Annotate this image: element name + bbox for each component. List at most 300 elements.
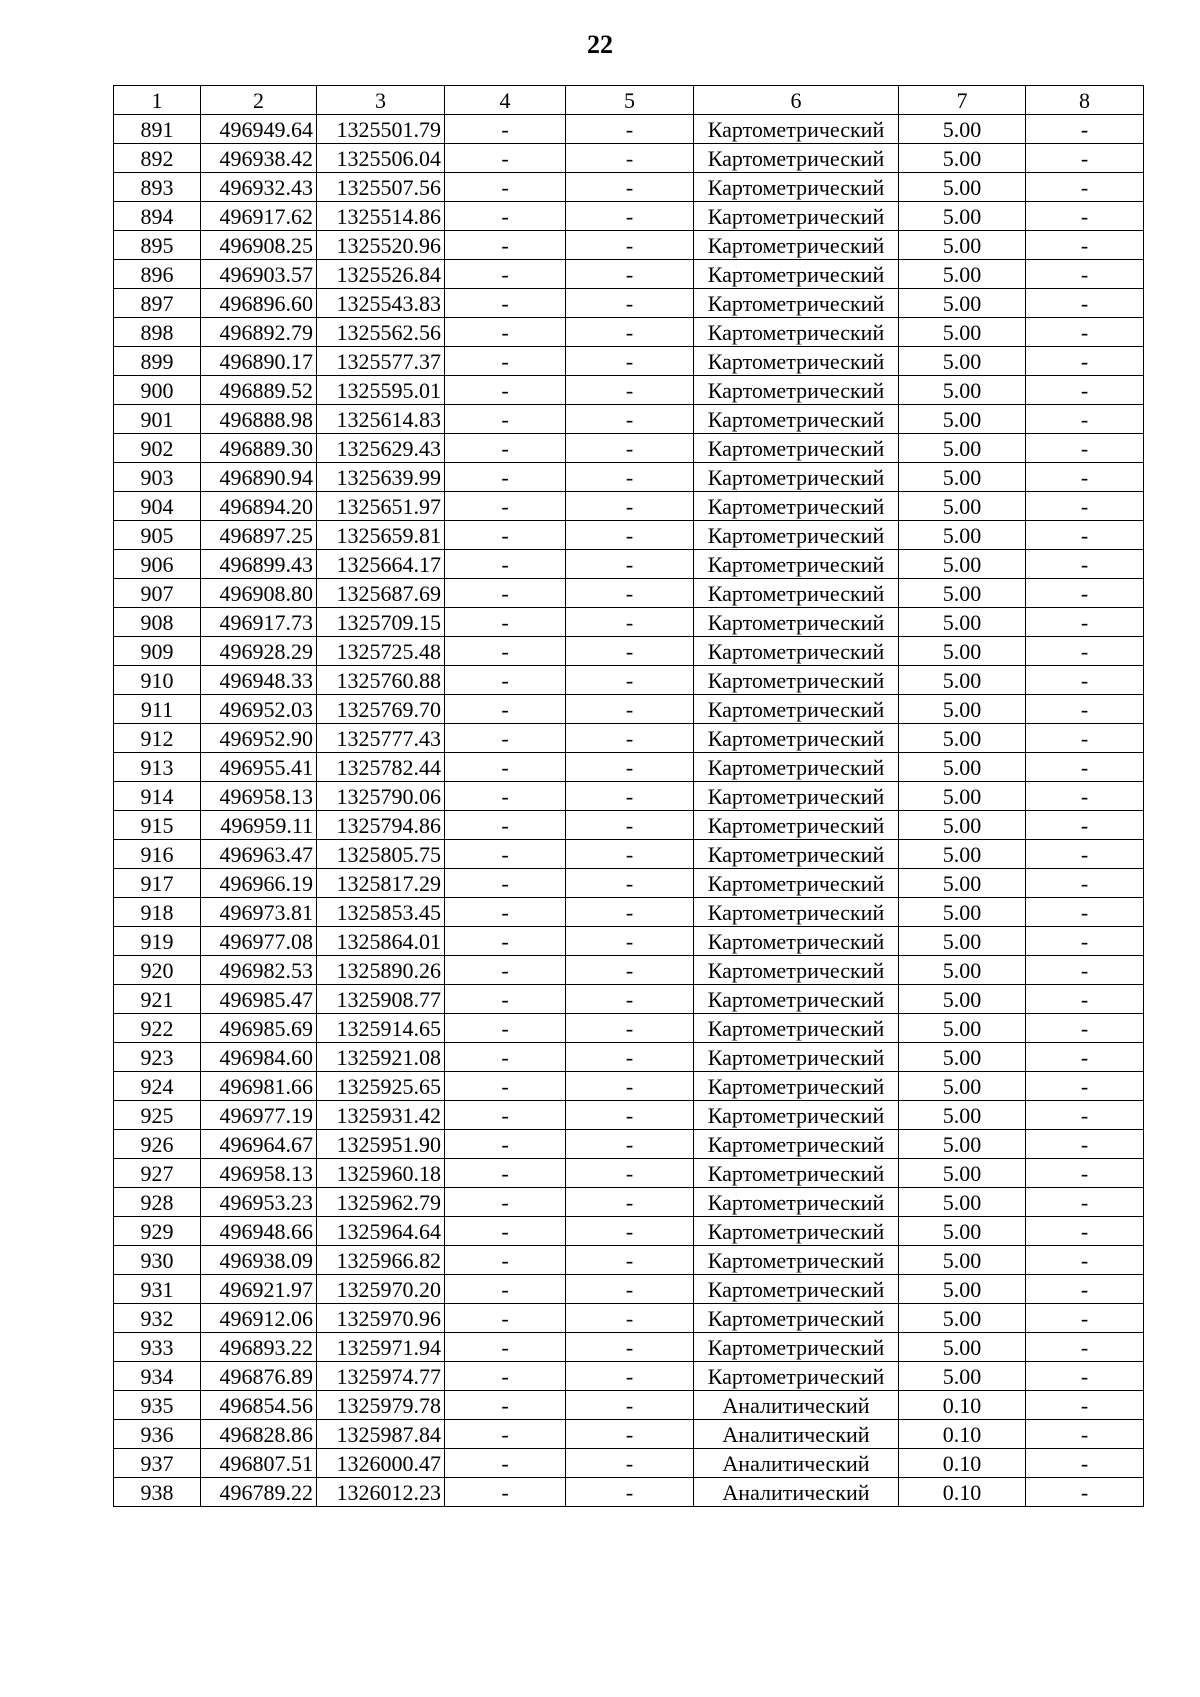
col5-cell: - xyxy=(566,1014,694,1043)
accuracy-cell: 5.00 xyxy=(899,1333,1026,1362)
col4-cell: - xyxy=(445,840,566,869)
y-coordinate-cell: 1325659.81 xyxy=(317,521,445,550)
table-row xyxy=(114,927,1144,956)
col4-cell: - xyxy=(445,405,566,434)
col8-cell: - xyxy=(1026,260,1144,289)
accuracy-cell: 5.00 xyxy=(899,115,1026,144)
col5-cell: - xyxy=(566,550,694,579)
col8-cell: - xyxy=(1026,1043,1144,1072)
y-coordinate-cell: 1325725.48 xyxy=(317,637,445,666)
col4-cell: - xyxy=(445,1362,566,1391)
table-row xyxy=(114,289,1144,318)
accuracy-cell: 5.00 xyxy=(899,869,1026,898)
method-cell: Картометрический xyxy=(694,1014,899,1043)
col5-cell: - xyxy=(566,260,694,289)
accuracy-cell: 5.00 xyxy=(899,1275,1026,1304)
col4-cell: - xyxy=(445,1130,566,1159)
table-row xyxy=(114,898,1144,927)
method-cell: Картометрический xyxy=(694,1362,899,1391)
table-row xyxy=(114,1101,1144,1130)
x-coordinate-cell: 496917.62 xyxy=(201,202,317,231)
y-coordinate-cell: 1325890.26 xyxy=(317,956,445,985)
point-number-cell: 919 xyxy=(114,927,201,956)
col8-cell: - xyxy=(1026,1101,1144,1130)
point-number-cell: 936 xyxy=(114,1420,201,1449)
col8-cell: - xyxy=(1026,434,1144,463)
col5-cell: - xyxy=(566,347,694,376)
accuracy-cell: 5.00 xyxy=(899,840,1026,869)
point-number-cell: 906 xyxy=(114,550,201,579)
accuracy-cell: 5.00 xyxy=(899,202,1026,231)
col4-cell: - xyxy=(445,1043,566,1072)
column-header: 4 xyxy=(445,86,566,115)
accuracy-cell: 5.00 xyxy=(899,927,1026,956)
point-number-cell: 899 xyxy=(114,347,201,376)
table-row xyxy=(114,1130,1144,1159)
accuracy-cell: 0.10 xyxy=(899,1420,1026,1449)
col5-cell: - xyxy=(566,1449,694,1478)
method-cell: Картометрический xyxy=(694,1130,899,1159)
table-row xyxy=(114,1478,1144,1507)
col8-cell: - xyxy=(1026,1275,1144,1304)
accuracy-cell: 0.10 xyxy=(899,1478,1026,1507)
coordinates-table xyxy=(113,85,1144,1507)
col8-cell: - xyxy=(1026,1304,1144,1333)
table-row xyxy=(114,1420,1144,1449)
table-row xyxy=(114,115,1144,144)
table-row xyxy=(114,521,1144,550)
col5-cell: - xyxy=(566,1420,694,1449)
table-row xyxy=(114,1014,1144,1043)
col5-cell: - xyxy=(566,956,694,985)
point-number-cell: 904 xyxy=(114,492,201,521)
x-coordinate-cell: 496948.33 xyxy=(201,666,317,695)
y-coordinate-cell: 1325577.37 xyxy=(317,347,445,376)
col5-cell: - xyxy=(566,115,694,144)
y-coordinate-cell: 1325964.64 xyxy=(317,1217,445,1246)
x-coordinate-cell: 496897.25 xyxy=(201,521,317,550)
y-coordinate-cell: 1325501.79 xyxy=(317,115,445,144)
col8-cell: - xyxy=(1026,202,1144,231)
point-number-cell: 926 xyxy=(114,1130,201,1159)
col5-cell: - xyxy=(566,1130,694,1159)
col4-cell: - xyxy=(445,637,566,666)
point-number-cell: 903 xyxy=(114,463,201,492)
x-coordinate-cell: 496955.41 xyxy=(201,753,317,782)
table-row xyxy=(114,260,1144,289)
method-cell: Картометрический xyxy=(694,434,899,463)
point-number-cell: 935 xyxy=(114,1391,201,1420)
y-coordinate-cell: 1325709.15 xyxy=(317,608,445,637)
col4-cell: - xyxy=(445,753,566,782)
method-cell: Картометрический xyxy=(694,1159,899,1188)
method-cell: Картометрический xyxy=(694,463,899,492)
col8-cell: - xyxy=(1026,840,1144,869)
y-coordinate-cell: 1325790.06 xyxy=(317,782,445,811)
col5-cell: - xyxy=(566,405,694,434)
y-coordinate-cell: 1325931.42 xyxy=(317,1101,445,1130)
column-header: 6 xyxy=(694,86,899,115)
method-cell: Аналитический xyxy=(694,1449,899,1478)
col5-cell: - xyxy=(566,1072,694,1101)
method-cell: Картометрический xyxy=(694,260,899,289)
x-coordinate-cell: 496876.89 xyxy=(201,1362,317,1391)
accuracy-cell: 5.00 xyxy=(899,608,1026,637)
table-row xyxy=(114,956,1144,985)
table-row xyxy=(114,1275,1144,1304)
col5-cell: - xyxy=(566,1043,694,1072)
method-cell: Картометрический xyxy=(694,144,899,173)
x-coordinate-cell: 496903.57 xyxy=(201,260,317,289)
point-number-cell: 893 xyxy=(114,173,201,202)
y-coordinate-cell: 1326000.47 xyxy=(317,1449,445,1478)
accuracy-cell: 5.00 xyxy=(899,260,1026,289)
method-cell: Картометрический xyxy=(694,1275,899,1304)
point-number-cell: 931 xyxy=(114,1275,201,1304)
x-coordinate-cell: 496932.43 xyxy=(201,173,317,202)
x-coordinate-cell: 496912.06 xyxy=(201,1304,317,1333)
col8-cell: - xyxy=(1026,782,1144,811)
table-row xyxy=(114,1449,1144,1478)
y-coordinate-cell: 1325960.18 xyxy=(317,1159,445,1188)
x-coordinate-cell: 496938.09 xyxy=(201,1246,317,1275)
x-coordinate-cell: 496888.98 xyxy=(201,405,317,434)
col5-cell: - xyxy=(566,1333,694,1362)
col8-cell: - xyxy=(1026,811,1144,840)
col8-cell: - xyxy=(1026,1072,1144,1101)
col5-cell: - xyxy=(566,782,694,811)
y-coordinate-cell: 1325987.84 xyxy=(317,1420,445,1449)
col4-cell: - xyxy=(445,260,566,289)
accuracy-cell: 5.00 xyxy=(899,1101,1026,1130)
x-coordinate-cell: 496984.60 xyxy=(201,1043,317,1072)
table-row xyxy=(114,724,1144,753)
col8-cell: - xyxy=(1026,724,1144,753)
col8-cell: - xyxy=(1026,1217,1144,1246)
col8-cell: - xyxy=(1026,347,1144,376)
col4-cell: - xyxy=(445,1101,566,1130)
column-header: 3 xyxy=(317,86,445,115)
point-number-cell: 910 xyxy=(114,666,201,695)
method-cell: Картометрический xyxy=(694,1217,899,1246)
y-coordinate-cell: 1325974.77 xyxy=(317,1362,445,1391)
col8-cell: - xyxy=(1026,550,1144,579)
column-header: 8 xyxy=(1026,86,1144,115)
col4-cell: - xyxy=(445,202,566,231)
col5-cell: - xyxy=(566,579,694,608)
y-coordinate-cell: 1325562.56 xyxy=(317,318,445,347)
col4-cell: - xyxy=(445,1391,566,1420)
y-coordinate-cell: 1325966.82 xyxy=(317,1246,445,1275)
x-coordinate-cell: 496892.79 xyxy=(201,318,317,347)
col8-cell: - xyxy=(1026,985,1144,1014)
col5-cell: - xyxy=(566,985,694,1014)
y-coordinate-cell: 1325962.79 xyxy=(317,1188,445,1217)
x-coordinate-cell: 496977.19 xyxy=(201,1101,317,1130)
method-cell: Картометрический xyxy=(694,492,899,521)
method-cell: Картометрический xyxy=(694,1101,899,1130)
table-row xyxy=(114,1159,1144,1188)
y-coordinate-cell: 1325526.84 xyxy=(317,260,445,289)
point-number-cell: 891 xyxy=(114,115,201,144)
col5-cell: - xyxy=(566,753,694,782)
accuracy-cell: 5.00 xyxy=(899,231,1026,260)
point-number-cell: 921 xyxy=(114,985,201,1014)
x-coordinate-cell: 496908.25 xyxy=(201,231,317,260)
y-coordinate-cell: 1325520.96 xyxy=(317,231,445,260)
y-coordinate-cell: 1325595.01 xyxy=(317,376,445,405)
table-row xyxy=(114,811,1144,840)
method-cell: Картометрический xyxy=(694,753,899,782)
col4-cell: - xyxy=(445,376,566,405)
col5-cell: - xyxy=(566,1304,694,1333)
y-coordinate-cell: 1325506.04 xyxy=(317,144,445,173)
y-coordinate-cell: 1325794.86 xyxy=(317,811,445,840)
col4-cell: - xyxy=(445,463,566,492)
col8-cell: - xyxy=(1026,1188,1144,1217)
point-number-cell: 905 xyxy=(114,521,201,550)
accuracy-cell: 5.00 xyxy=(899,521,1026,550)
point-number-cell: 915 xyxy=(114,811,201,840)
col4-cell: - xyxy=(445,1188,566,1217)
col8-cell: - xyxy=(1026,666,1144,695)
method-cell: Картометрический xyxy=(694,231,899,260)
col8-cell: - xyxy=(1026,231,1144,260)
accuracy-cell: 5.00 xyxy=(899,1304,1026,1333)
y-coordinate-cell: 1325914.65 xyxy=(317,1014,445,1043)
col4-cell: - xyxy=(445,608,566,637)
accuracy-cell: 5.00 xyxy=(899,492,1026,521)
col5-cell: - xyxy=(566,1391,694,1420)
col5-cell: - xyxy=(566,492,694,521)
point-number-cell: 927 xyxy=(114,1159,201,1188)
col5-cell: - xyxy=(566,898,694,927)
y-coordinate-cell: 1326012.23 xyxy=(317,1478,445,1507)
method-cell: Картометрический xyxy=(694,695,899,724)
table-row xyxy=(114,637,1144,666)
col8-cell: - xyxy=(1026,753,1144,782)
col4-cell: - xyxy=(445,173,566,202)
col5-cell: - xyxy=(566,1101,694,1130)
col4-cell: - xyxy=(445,927,566,956)
y-coordinate-cell: 1325629.43 xyxy=(317,434,445,463)
x-coordinate-cell: 496894.20 xyxy=(201,492,317,521)
col8-cell: - xyxy=(1026,115,1144,144)
column-header: 7 xyxy=(899,86,1026,115)
col8-cell: - xyxy=(1026,376,1144,405)
col8-cell: - xyxy=(1026,173,1144,202)
method-cell: Аналитический xyxy=(694,1478,899,1507)
y-coordinate-cell: 1325777.43 xyxy=(317,724,445,753)
col4-cell: - xyxy=(445,1333,566,1362)
col8-cell: - xyxy=(1026,1130,1144,1159)
accuracy-cell: 5.00 xyxy=(899,1043,1026,1072)
point-number-cell: 918 xyxy=(114,898,201,927)
point-number-cell: 901 xyxy=(114,405,201,434)
col8-cell: - xyxy=(1026,1420,1144,1449)
method-cell: Картометрический xyxy=(694,811,899,840)
method-cell: Картометрический xyxy=(694,202,899,231)
point-number-cell: 892 xyxy=(114,144,201,173)
y-coordinate-cell: 1325817.29 xyxy=(317,869,445,898)
x-coordinate-cell: 496893.22 xyxy=(201,1333,317,1362)
col8-cell: - xyxy=(1026,1014,1144,1043)
y-coordinate-cell: 1325687.69 xyxy=(317,579,445,608)
accuracy-cell: 5.00 xyxy=(899,1159,1026,1188)
col4-cell: - xyxy=(445,492,566,521)
col4-cell: - xyxy=(445,782,566,811)
point-number-cell: 929 xyxy=(114,1217,201,1246)
col5-cell: - xyxy=(566,695,694,724)
accuracy-cell: 5.00 xyxy=(899,724,1026,753)
x-coordinate-cell: 496908.80 xyxy=(201,579,317,608)
point-number-cell: 922 xyxy=(114,1014,201,1043)
point-number-cell: 928 xyxy=(114,1188,201,1217)
accuracy-cell: 5.00 xyxy=(899,1014,1026,1043)
method-cell: Аналитический xyxy=(694,1420,899,1449)
page-number: 22 xyxy=(587,30,613,59)
col8-cell: - xyxy=(1026,579,1144,608)
col5-cell: - xyxy=(566,1159,694,1188)
point-number-cell: 938 xyxy=(114,1478,201,1507)
method-cell: Картометрический xyxy=(694,985,899,1014)
col4-cell: - xyxy=(445,1420,566,1449)
col5-cell: - xyxy=(566,927,694,956)
col4-cell: - xyxy=(445,115,566,144)
accuracy-cell: 5.00 xyxy=(899,695,1026,724)
table-row xyxy=(114,1362,1144,1391)
accuracy-cell: 5.00 xyxy=(899,666,1026,695)
table-row xyxy=(114,1217,1144,1246)
x-coordinate-cell: 496889.52 xyxy=(201,376,317,405)
point-number-cell: 917 xyxy=(114,869,201,898)
table-row xyxy=(114,347,1144,376)
table-row xyxy=(114,318,1144,347)
col4-cell: - xyxy=(445,985,566,1014)
method-cell: Картометрический xyxy=(694,956,899,985)
col4-cell: - xyxy=(445,1275,566,1304)
col8-cell: - xyxy=(1026,144,1144,173)
col4-cell: - xyxy=(445,318,566,347)
col4-cell: - xyxy=(445,956,566,985)
accuracy-cell: 5.00 xyxy=(899,782,1026,811)
col4-cell: - xyxy=(445,144,566,173)
col8-cell: - xyxy=(1026,289,1144,318)
point-number-cell: 923 xyxy=(114,1043,201,1072)
method-cell: Картометрический xyxy=(694,608,899,637)
col8-cell: - xyxy=(1026,956,1144,985)
y-coordinate-cell: 1325639.99 xyxy=(317,463,445,492)
accuracy-cell: 5.00 xyxy=(899,550,1026,579)
point-number-cell: 913 xyxy=(114,753,201,782)
col5-cell: - xyxy=(566,434,694,463)
method-cell: Картометрический xyxy=(694,289,899,318)
method-cell: Картометрический xyxy=(694,173,899,202)
table-row xyxy=(114,1333,1144,1362)
x-coordinate-cell: 496985.47 xyxy=(201,985,317,1014)
method-cell: Картометрический xyxy=(694,1246,899,1275)
col8-cell: - xyxy=(1026,1478,1144,1507)
col5-cell: - xyxy=(566,1275,694,1304)
accuracy-cell: 5.00 xyxy=(899,434,1026,463)
point-number-cell: 937 xyxy=(114,1449,201,1478)
x-coordinate-cell: 496938.42 xyxy=(201,144,317,173)
y-coordinate-cell: 1325864.01 xyxy=(317,927,445,956)
y-coordinate-cell: 1325760.88 xyxy=(317,666,445,695)
col5-cell: - xyxy=(566,231,694,260)
table-row xyxy=(114,985,1144,1014)
point-number-cell: 932 xyxy=(114,1304,201,1333)
x-coordinate-cell: 496952.03 xyxy=(201,695,317,724)
accuracy-cell: 5.00 xyxy=(899,144,1026,173)
table-row xyxy=(114,1246,1144,1275)
x-coordinate-cell: 496977.08 xyxy=(201,927,317,956)
column-header: 2 xyxy=(201,86,317,115)
table-row xyxy=(114,202,1144,231)
col4-cell: - xyxy=(445,231,566,260)
point-number-cell: 924 xyxy=(114,1072,201,1101)
col5-cell: - xyxy=(566,289,694,318)
method-cell: Картометрический xyxy=(694,1188,899,1217)
col4-cell: - xyxy=(445,550,566,579)
col5-cell: - xyxy=(566,318,694,347)
col8-cell: - xyxy=(1026,521,1144,550)
col4-cell: - xyxy=(445,1449,566,1478)
point-number-cell: 895 xyxy=(114,231,201,260)
col8-cell: - xyxy=(1026,898,1144,927)
point-number-cell: 912 xyxy=(114,724,201,753)
col4-cell: - xyxy=(445,1246,566,1275)
method-cell: Картометрический xyxy=(694,579,899,608)
table-row xyxy=(114,579,1144,608)
col8-cell: - xyxy=(1026,1246,1144,1275)
table-row xyxy=(114,1043,1144,1072)
col5-cell: - xyxy=(566,1217,694,1246)
accuracy-cell: 5.00 xyxy=(899,1188,1026,1217)
col4-cell: - xyxy=(445,289,566,318)
point-number-cell: 894 xyxy=(114,202,201,231)
x-coordinate-cell: 496789.22 xyxy=(201,1478,317,1507)
y-coordinate-cell: 1325971.94 xyxy=(317,1333,445,1362)
col8-cell: - xyxy=(1026,492,1144,521)
method-cell: Картометрический xyxy=(694,724,899,753)
y-coordinate-cell: 1325769.70 xyxy=(317,695,445,724)
y-coordinate-cell: 1325925.65 xyxy=(317,1072,445,1101)
x-coordinate-cell: 496953.23 xyxy=(201,1188,317,1217)
x-coordinate-cell: 496952.90 xyxy=(201,724,317,753)
col5-cell: - xyxy=(566,869,694,898)
point-number-cell: 909 xyxy=(114,637,201,666)
x-coordinate-cell: 496949.64 xyxy=(201,115,317,144)
col5-cell: - xyxy=(566,463,694,492)
method-cell: Картометрический xyxy=(694,1043,899,1072)
header-row xyxy=(114,86,1144,115)
point-number-cell: 934 xyxy=(114,1362,201,1391)
table-row xyxy=(114,840,1144,869)
col4-cell: - xyxy=(445,898,566,927)
col8-cell: - xyxy=(1026,1159,1144,1188)
table-row xyxy=(114,1072,1144,1101)
x-coordinate-cell: 496928.29 xyxy=(201,637,317,666)
point-number-cell: 897 xyxy=(114,289,201,318)
col4-cell: - xyxy=(445,1217,566,1246)
x-coordinate-cell: 496890.17 xyxy=(201,347,317,376)
column-header: 1 xyxy=(114,86,201,115)
col4-cell: - xyxy=(445,1014,566,1043)
accuracy-cell: 5.00 xyxy=(899,376,1026,405)
col5-cell: - xyxy=(566,1478,694,1507)
method-cell: Картометрический xyxy=(694,347,899,376)
